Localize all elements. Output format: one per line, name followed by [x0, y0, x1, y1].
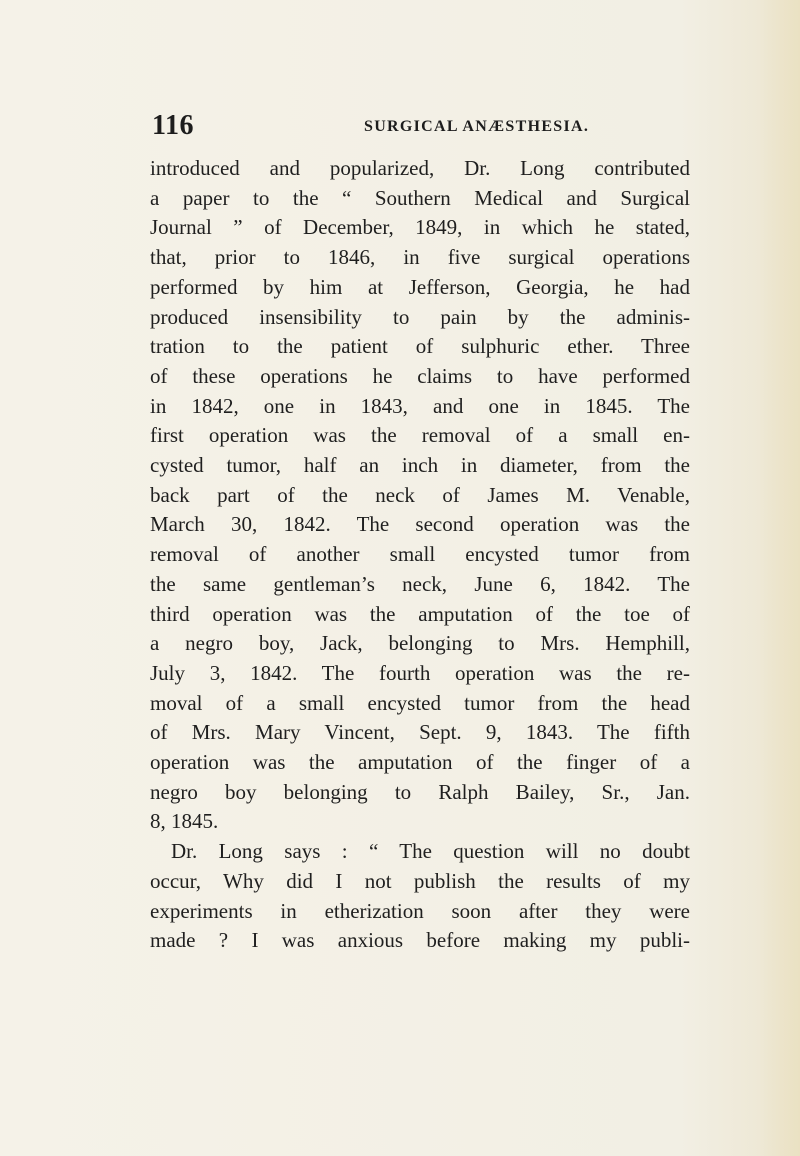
text-line: made ? I was anxious before making my publi-: [150, 928, 690, 953]
text-line: Dr. Long says : “ The question will no doubt: [171, 839, 690, 864]
text-line: 8, 1845.: [150, 809, 219, 834]
text-line: removal of another small encysted tumor from: [150, 542, 690, 567]
running-head: SURGICAL ANÆSTHESIA.: [364, 118, 590, 135]
text-line: tration to the patient of sulphuric ether. Three: [150, 334, 690, 359]
text-line: moval of a small encysted tumor from the head: [150, 690, 690, 715]
text-line: first operation was the removal of a small en-: [150, 423, 690, 448]
page-edge-shading: [758, 0, 800, 1156]
page-number: 116: [152, 110, 194, 141]
text-line: of these operations he claims to have performed: [150, 363, 690, 388]
text-line: Journal ” of December, 1849, in which he stated,: [150, 215, 690, 240]
text-line: in 1842, one in 1843, and one in 1845. The: [150, 393, 690, 418]
text-line: occur, Why did I not publish the results of my: [150, 868, 690, 893]
text-line: back part of the neck of James M. Venable,: [150, 482, 690, 507]
text-line: a paper to the “ Southern Medical and Surgical: [150, 185, 690, 210]
text-line: that, prior to 1846, in five surgical operations: [150, 245, 690, 270]
text-line: of Mrs. Mary Vincent, Sept. 9, 1843. The fifth: [150, 720, 690, 745]
text-line: introduced and popularized, Dr. Long contributed: [150, 156, 690, 180]
text-line: operation was the amputation of the finger of a: [150, 750, 690, 775]
text-line: performed by him at Jefferson, Georgia, he had: [150, 274, 690, 299]
text-line: third operation was the amputation of the toe of: [150, 601, 690, 626]
body-text: [150, 154, 690, 956]
text-line: produced insensibility to pain by the adminis-: [150, 304, 690, 329]
text-line: July 3, 1842. The fourth operation was the re-: [150, 660, 690, 685]
text-line: the same gentleman’s neck, June 6, 1842. The: [150, 571, 690, 596]
text-line: a negro boy, Jack, belonging to Mrs. Hemphill,: [150, 631, 690, 656]
text-line: March 30, 1842. The second operation was the: [150, 512, 690, 537]
text-line: cysted tumor, half an inch in diameter, from the: [150, 453, 690, 478]
text-line: negro boy belonging to Ralph Bailey, Sr., Jan.: [150, 779, 690, 804]
text-line: experiments in etherization soon after they were: [150, 898, 690, 923]
page-header: [152, 110, 712, 150]
